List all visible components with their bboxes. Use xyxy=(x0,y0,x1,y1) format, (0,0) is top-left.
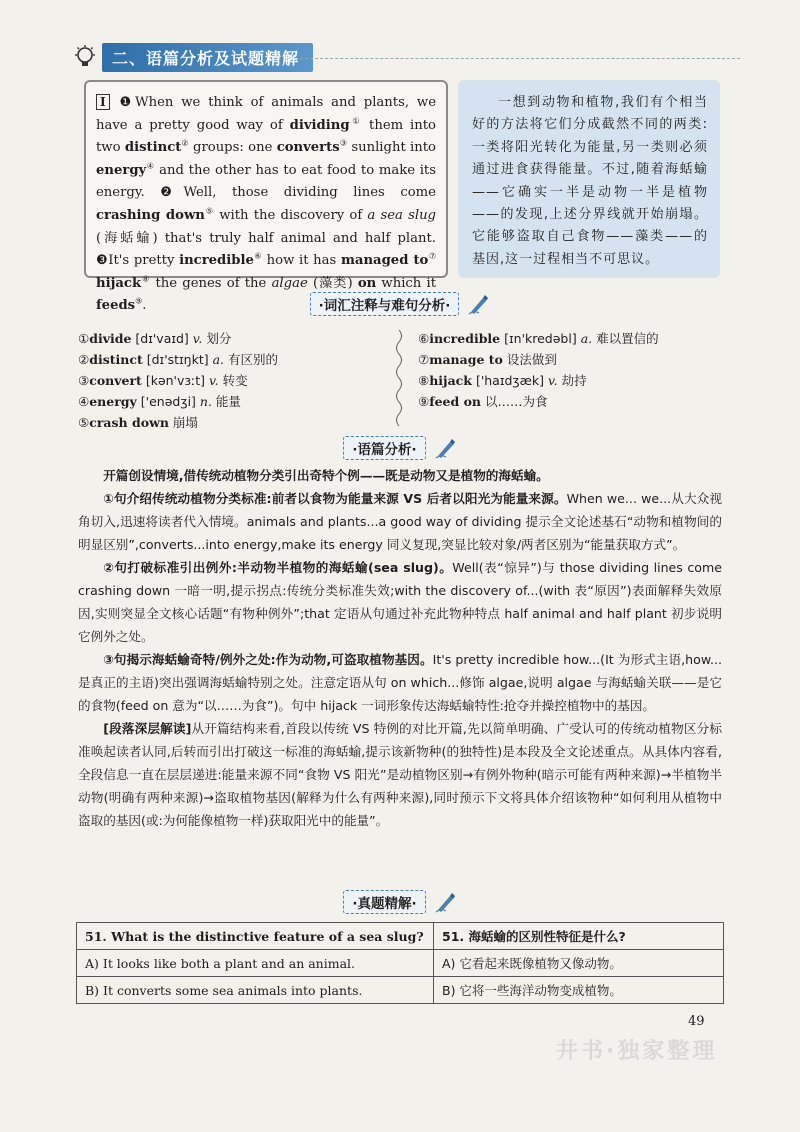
sentence-3-marker: ❸ xyxy=(96,253,109,269)
column-divider xyxy=(392,330,406,430)
vocab-heading: ·词汇注释与难句分析· xyxy=(0,292,800,316)
text: and the other has to eat food to make its energy. xyxy=(96,162,437,201)
vocab-list-left xyxy=(78,328,378,433)
watermark: 井书·独家整理 xyxy=(556,1039,718,1064)
option-a-en: A) It looks like both a plant and an animal. xyxy=(77,950,434,977)
note-mark: ④ xyxy=(146,161,155,171)
pen-icon xyxy=(435,891,457,913)
text: algae xyxy=(271,275,308,291)
section-header xyxy=(72,44,313,70)
text: . xyxy=(142,298,147,314)
option-row xyxy=(77,950,724,977)
note-mark: ⑥ xyxy=(253,251,262,261)
header-rule xyxy=(300,58,740,59)
pen-icon xyxy=(435,437,457,459)
text: groups: one xyxy=(188,140,277,156)
vocab-heading-label: 词汇注释与难句分析 xyxy=(323,298,446,314)
translation-box xyxy=(458,80,720,278)
text: (藻类) xyxy=(307,275,358,291)
text: Well, those dividing lines come xyxy=(183,185,436,201)
question-heading: ·真题精解· xyxy=(0,890,800,914)
keyword: distinct xyxy=(124,140,182,156)
analysis-heading: ·语篇分析· xyxy=(0,436,800,460)
sentence-2-marker: ❷ xyxy=(160,185,184,201)
option-row xyxy=(77,977,724,1004)
option-a-cn: A) 它看起来既像植物又像动物。 xyxy=(434,950,724,977)
text: sunlight into xyxy=(347,140,436,156)
keyword: dividing xyxy=(289,117,350,133)
vocab-item: ①divide [dɪ'vaɪd] v. 划分 xyxy=(78,331,232,346)
note-mark: ① xyxy=(349,116,363,126)
text: a sea slug xyxy=(367,207,436,223)
analysis-sentence-1: ①句介绍传统动植物分类标准:前者以食物为能量来源 VS 后者以阳光为能量来源。When we... we...从大众视角切入,迅速将读者代入情境。animals and plants...a good way of dividing 提示全文论述基石“动物和植物间的明显区别”,converts...into energy,make its energy 同义复现,突显比较对象/两者区别为“能量获取方式”。 xyxy=(78,491,722,552)
paragraph-marker: I xyxy=(96,94,110,110)
note-mark: ② xyxy=(181,138,189,148)
question-heading-label: 真题精解 xyxy=(357,896,412,912)
text: It's pretty xyxy=(108,253,180,269)
note-mark: ⑧ xyxy=(141,274,151,284)
keyword: managed to xyxy=(340,253,429,269)
keyword: hijack xyxy=(96,275,142,291)
text: with the discovery of xyxy=(214,207,368,223)
vocab-item: ②distinct [dɪ'stɪŋkt] a. 有区别的 xyxy=(78,352,279,367)
sentence-1-marker: ❶ xyxy=(119,95,136,110)
analysis-intro: 开篇创设情境,借传统动植物分类引出奇特个例——既是动物又是植物的海蛞蝓。 xyxy=(103,468,549,483)
note-mark: ⑦ xyxy=(428,251,436,261)
text: When we think of animals and plants, we have a pretty good way of xyxy=(96,95,437,133)
analysis-sentence-2: ②句打破标准引出例外:半动物半植物的海蛞蝓(sea slug)。Well(表“惊异”)与 those dividing lines come crashing down 一暗一明,提示拐点:传统分类标准失效;with the discovery of...(with 表“原因”)表面解释失效原因,实则突显全文核心话题“有物种例外”;that 定语从句通过补充此物种特点 half animal and half plant 初步说明它例外之处。 xyxy=(78,560,722,644)
vocab-item: ⑤crash down 崩塌 xyxy=(78,415,198,430)
question-table xyxy=(76,922,724,1004)
keyword: crashing down xyxy=(96,207,205,223)
section-title: 二、语篇分析及试题精解 xyxy=(102,43,313,72)
text: the genes of the xyxy=(150,275,272,291)
passage-text xyxy=(96,92,436,318)
translation-text: 一想到动物和植物,我们有个相当好的方法将它们分成截然不同的两类:一类将阳光转化为能量,另一类则必须通过进食获得能量。不过,随着海蛞蝓——它确实一半是动物一半是植物——的发现,上述分界线就开始崩塌。它能够盗取自己食物——藻类——的基因,这一过程相当不可思议。 xyxy=(472,95,708,267)
pen-icon xyxy=(468,293,490,315)
text: how it has xyxy=(262,253,341,269)
text: them into two xyxy=(96,117,436,156)
keyword: feeds xyxy=(96,298,136,314)
analysis-body xyxy=(78,464,722,832)
vocab-item: ⑦manage to 设法做到 xyxy=(418,352,557,367)
note-mark: ⑤ xyxy=(204,206,215,216)
vocab-list-right xyxy=(418,328,738,412)
keyword: on xyxy=(357,275,377,291)
text: (海蛞蝓) that's truly half animal and half plant. xyxy=(96,230,436,246)
keyword: converts xyxy=(276,140,340,156)
keyword: energy xyxy=(96,162,147,178)
note-mark: ③ xyxy=(339,138,348,148)
vocab-item: ③convert [kən'vɜːt] v. 转变 xyxy=(78,373,248,388)
page-number: 49 xyxy=(688,1014,705,1029)
lightbulb-icon xyxy=(72,44,98,70)
question-row xyxy=(77,923,724,950)
keyword: incredible xyxy=(179,253,254,269)
analysis-sentence-3: ③句揭示海蛞蝓奇特/例外之处:作为动物,可盗取植物基因。It's pretty incredible how...(It 为形式主语,how...是真正的主语)突出强调海蛞蝓特别之处。注意定语从句 on which...修饰 algae,说明 algae 与海蛞蝓关联——是它的食物(feed on 意为“以……为食”)。句中 hijack 一词形象传达海蛞蝓特性:抢夺并操控植物中的基因。 xyxy=(78,652,722,713)
vocab-item: ⑥incredible [ɪn'kredəbl] a. 难以置信的 xyxy=(418,331,659,346)
vocab-item: ⑨feed on 以……为食 xyxy=(418,394,548,409)
question-en: 51. What is the distinctive feature of a sea slug? xyxy=(77,923,434,950)
vocab-item: ④energy ['enədʒi] n. 能量 xyxy=(78,394,241,409)
option-b-en: B) It converts some sea animals into plants. xyxy=(77,977,434,1004)
note-mark: ⑨ xyxy=(135,296,143,306)
analysis-heading-label: 语篇分析 xyxy=(357,442,412,458)
text: which it xyxy=(376,275,436,291)
option-b-cn: B) 它将一些海洋动物变成植物。 xyxy=(434,977,724,1004)
question-cn: 51. 海蛞蝓的区别性特征是什么? xyxy=(434,923,724,950)
analysis-deep-reading: [段落深层解读]从开篇结构来看,首段以传统 VS 特例的对比开篇,先以简单明确、广受认可的传统动植物区分标准唤起读者认同,后转而引出打破这一标准的海蛞蝓,提示该新物种(的独特性)是本段及全文论述重点。从具体内容看,全段信息一直在层层递进:能量来源不同“食物 VS 阳光”是动植物区别→有例外物种(暗示可能有两种来源)→半植物半动物(明确有两种来源)→盗取植物基因(解释为什么有两种来源),同时预示下文将具体介绍该物种“如何利用从植物中盗取的基因(或:为何能像植物一样)获取阳光中的能量”。 xyxy=(78,721,722,828)
vocab-item: ⑧hijack ['haɪdʒæk] v. 劫持 xyxy=(418,373,587,388)
